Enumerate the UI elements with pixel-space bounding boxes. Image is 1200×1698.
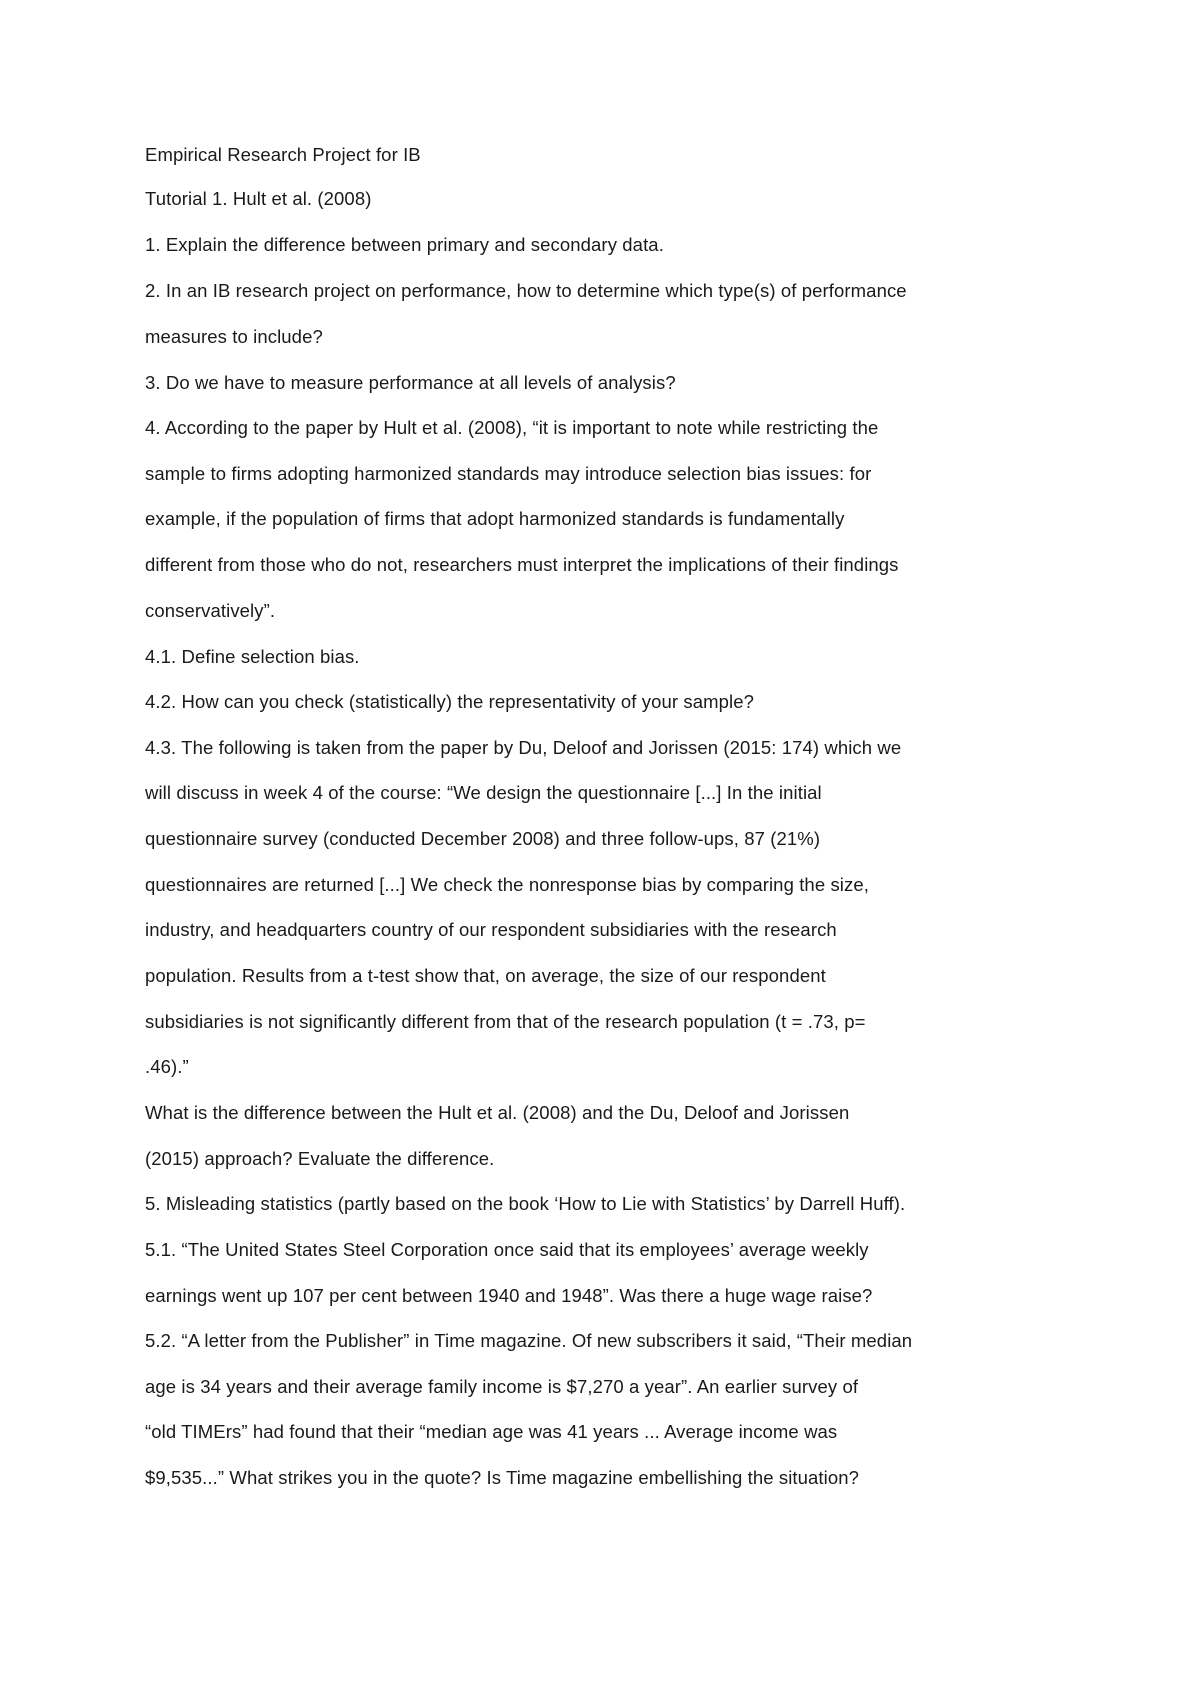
question-2-line-2: measures to include?	[145, 326, 323, 347]
question-4-3-line-1: 4.3. The following is taken from the paper by Du, Deloof and Jorissen (2015: 174) which we	[145, 737, 902, 758]
question-3: 3. Do we have to measure performance at all levels of analysis?	[145, 372, 676, 393]
question-5-2-line-1: 5.2. “A letter from the Publisher” in Time magazine. Of new subscribers it said, “Their median	[145, 1330, 913, 1351]
question-4-line-3: example, if the population of firms that adopt harmonized standards is fundamentally	[145, 508, 845, 529]
question-5-2-line-2: age is 34 years and their average family income is $7,270 a year”. An earlier survey of	[145, 1376, 859, 1397]
question-2-line-1: 2. In an IB research project on performance, how to determine which type(s) of performance	[145, 280, 907, 301]
question-4-3-line-7: subsidiaries is not significantly different from that of the research population (t = .73, p=	[145, 1011, 866, 1032]
question-5: 5. Misleading statistics (partly based on the book ‘How to Lie with Statistics’ by Darrell Huff).	[145, 1193, 906, 1214]
question-4-3-follow-up-line-1: What is the difference between the Hult et al. (2008) and the Du, Deloof and Jorissen	[145, 1102, 850, 1123]
question-4-line-4: different from those who do not, researchers must interpret the implications of their findings	[145, 554, 899, 575]
question-4-2: 4.2. How can you check (statistically) the representativity of your sample?	[145, 691, 755, 712]
question-4-3-line-6: population. Results from a t-test show that, on average, the size of our respondent	[145, 965, 826, 986]
document-title: Empirical Research Project for IB	[145, 144, 421, 165]
question-5-1-line-1: 5.1. “The United States Steel Corporation once said that its employees’ average weekly	[145, 1239, 869, 1260]
question-4-3-follow-up-line-2: (2015) approach? Evaluate the difference.	[145, 1148, 495, 1169]
question-4-line-1: 4. According to the paper by Hult et al. (2008), “it is important to note while restricting the	[145, 417, 879, 438]
question-4-3-line-2: will discuss in week 4 of the course: “We design the questionnaire [...] In the initial	[145, 782, 822, 803]
question-5-1-line-2: earnings went up 107 per cent between 1940 and 1948”. Was there a huge wage raise?	[145, 1285, 873, 1306]
question-4-1: 4.1. Define selection bias.	[145, 646, 360, 667]
question-4-3-line-4: questionnaires are returned [...] We check the nonresponse bias by comparing the size,	[145, 874, 869, 895]
question-5-2-line-3: “old TIMErs” had found that their “median age was 41 years ... Average income was	[145, 1421, 838, 1442]
question-4-line-5: conservatively”.	[145, 600, 276, 621]
question-4-3-line-3: questionnaire survey (conducted December 2008) and three follow-ups, 87 (21%)	[145, 828, 821, 849]
tutorial-heading: Tutorial 1. Hult et al. (2008)	[145, 188, 372, 209]
question-5-2-line-4: $9,535...” What strikes you in the quote? Is Time magazine embellishing the situation?	[145, 1467, 860, 1488]
question-4-3-line-5: industry, and headquarters country of our respondent subsidiaries with the research	[145, 919, 837, 940]
question-4-line-2: sample to firms adopting harmonized standards may introduce selection bias issues: for	[145, 463, 872, 484]
question-4-3-line-8: .46).”	[145, 1056, 189, 1077]
question-1: 1. Explain the difference between primary and secondary data.	[145, 234, 664, 255]
